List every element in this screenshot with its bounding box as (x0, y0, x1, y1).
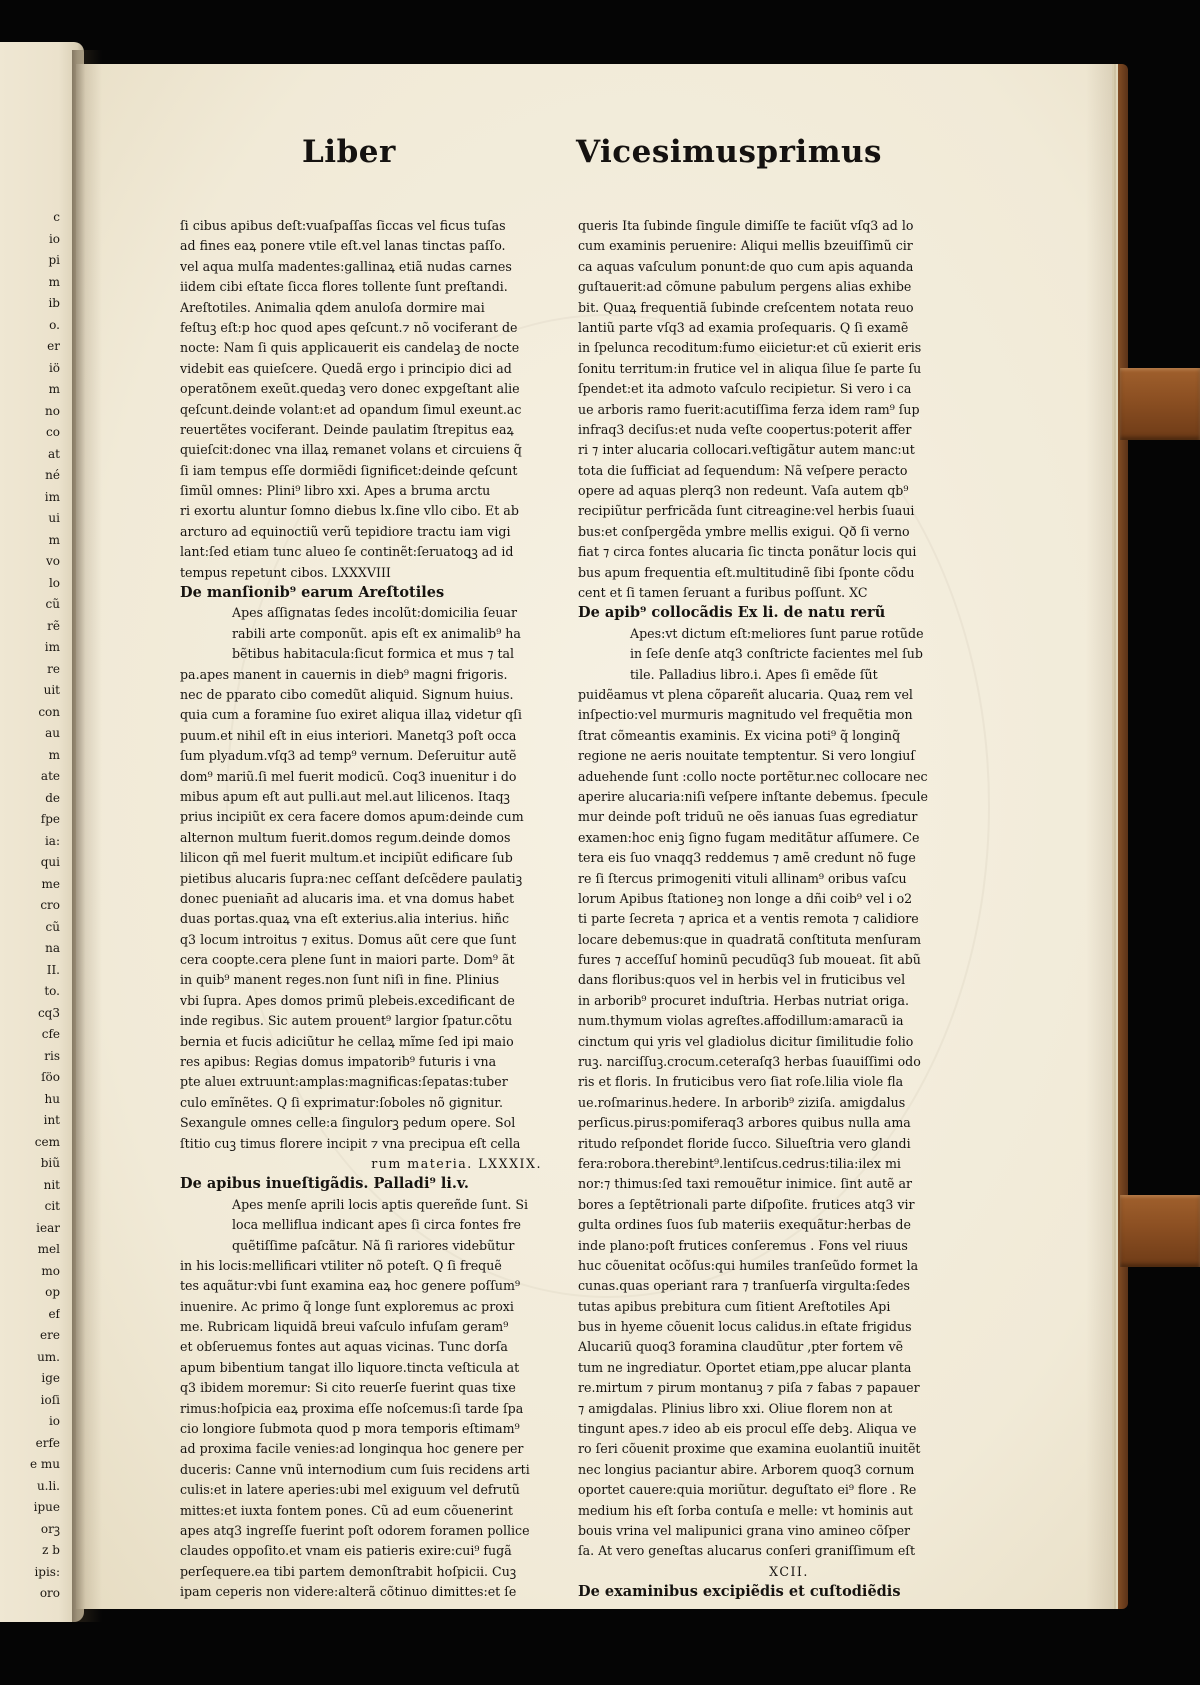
leather-strap-bottom (1120, 1195, 1200, 1267)
left-page-fragment: né (45, 468, 60, 482)
text-line: inſpectio:vel murmuris magnitudo vel frequẽtia mon (578, 707, 913, 723)
text-line: ſa. At vero geneſtas alucarus conſeri graniſſimum eſt (578, 1543, 916, 1559)
left-page-fragment: cit (44, 1199, 60, 1213)
left-page-fragment: ipis: (34, 1564, 60, 1579)
text-line: tempus repetunt cibos. LXXXVIII (180, 564, 391, 580)
text-line: q3 locum introitus ⁊ exitus. Domus aũt cere que ſunt (180, 931, 517, 947)
left-page-fragment: um. (37, 1349, 60, 1364)
text-line: rabili arte componũt. apis eſt ex animalib⁹ ha (232, 625, 521, 641)
text-line: arcturo ad equinoctiũ verũ tepidiore tractu iam vigi (180, 523, 511, 539)
text-line: loca melliflua indicant apes ſi circa fontes fre (232, 1217, 521, 1233)
text-line: ritudo reſpondet floride ſucco. Silueſtria vero glandi (578, 1135, 911, 1151)
left-page-fragment: m (48, 747, 60, 762)
text-line: bẽtibus habitacula:ſicut formica et mus ⁊ tal (232, 646, 515, 662)
text-line: infraq3 deciſus:et nuda veſte coopertus:poterit affer (578, 421, 912, 437)
text-line: dom⁹ mariũ.ſi mel fuerit modicũ. Coq3 inuenitur i do (180, 768, 517, 784)
text-line: lantiũ parte vſq3 ad examia proſequaris. Q ſi examẽ (578, 319, 909, 335)
text-line: ti parte ſecreta ⁊ aprica et a ventis remota ⁊ calidiore (578, 911, 919, 927)
left-page-fragment: vo (45, 554, 60, 568)
text-line: locare debemus:que in quadratã conſtituta menſuram (578, 931, 922, 947)
text-line: tum ne ingrediatur. Oportet etiam,ppe alucar planta (578, 1359, 912, 1375)
left-page-fragment: na (45, 941, 60, 955)
text-line: huc cõuenitat ocõſus:qui humiles tranſeũdo formet la (578, 1257, 919, 1273)
text-line: rum materia. LXXXIX. (371, 1155, 542, 1171)
left-page-fragment: erfe (35, 1435, 60, 1450)
left-page-fragment: at (48, 446, 60, 461)
text-line: in ſeſe denſe atq3 conſtricte facientes mel ſub (630, 646, 923, 662)
text-line: inuenire. Ac primo q̃ longe ſunt exploremus ac proxi (180, 1298, 514, 1314)
text-line: ſimũl omnes: Plini⁹ libro xxi. Apes a bruma arctu (180, 483, 491, 499)
text-line: claudes oppoſito.et vnam eis patieris exire:cui⁹ fugã (180, 1543, 512, 1559)
text-line: ⁊ amigdalas. Plinius libro xxi. Oliue florem non at (578, 1400, 893, 1416)
text-line: ſum plyadum.vſq3 ad temp⁹ vernum. Deſeruitur autẽ (180, 748, 517, 764)
text-line: guſtauerit:ad cõmune pabulum pergens alias exhibe (578, 279, 912, 295)
text-line: re.mirtum ⁊ pirum montanuꝫ ⁊ piſa ⁊ fabas ⁊ papauer (578, 1380, 920, 1396)
text-line: quieſcit:donec vna illaꝝ remanet volans et circuiens q̃ (180, 442, 522, 458)
left-page-fragment: qui (40, 855, 60, 869)
text-line: mur deinde poſt triduũ ne oẽs ianuas ſuas egrediatur (578, 809, 918, 825)
left-page-fragment: ris (44, 1048, 60, 1063)
text-line: ro ſeri cõuenit proxime que examina euolantiũ inuitẽt (578, 1441, 921, 1457)
text-line: cinctum qui yris vel gladiolus dicitur ſimilitudie folio (578, 1033, 914, 1049)
text-line: in arborib⁹ procuret induſtria. Herbas nutriat origa. (578, 992, 910, 1008)
text-line: Apes menſe aprili locis aptis quereñde ſunt. Si (232, 1196, 528, 1212)
left-page-fragment: pi (48, 253, 60, 267)
left-page-fragment: nit (43, 1177, 60, 1192)
left-page-fragment: m (48, 382, 60, 396)
text-line: bit. Quaꝝ frequentiã ſubinde creſcentem notata reuo (578, 299, 914, 315)
text-line: regione ne aeris nouitate temptentur. Si vero longiuſ (578, 748, 916, 764)
text-line: perſicus.pirus:pomiferaq3 arbores quibus nulla ama (578, 1115, 911, 1131)
left-page-fragment: c (53, 210, 60, 224)
left-page-fragment: de (45, 790, 60, 805)
chapter-heading: De apib⁹ collocãdis Ex li. de natu rerũ (578, 604, 886, 622)
left-page-fragment: ia: (44, 833, 60, 848)
text-line: Sexangule omnes celle:a ſingulorꝫ pedum opere. Sol (180, 1115, 516, 1131)
text-line: ipam ceperis non videre:alterã cõtinuo dimittes:et ſe (180, 1584, 517, 1600)
text-line: culis:et in latere aperies:ubi mel exiguum vel defrutũ (180, 1482, 520, 1498)
text-line: bouis vrina vel malipunici grana vino amineo cõſper (578, 1523, 911, 1538)
left-page-fragment: to. (44, 984, 60, 998)
text-line: ſtrat cõmeantis examinis. Ex vicina poti⁹ q̃ longinq̃ (578, 727, 901, 743)
left-page-fragment: z b (42, 1543, 60, 1557)
left-page-fragment: re (47, 661, 60, 676)
left-page-fragment: m (48, 532, 60, 547)
text-column-left (180, 216, 592, 1603)
text-line: ue arboris ramo fuerit:acutiſſima ferza idem ram⁹ ſup (578, 401, 920, 417)
text-line: q3 ibidem moremur: Si cito reuerſe fuerint quas tixe (180, 1380, 516, 1396)
text-line: donec puenian̄t ad alucaris ima. et vna domus habet (180, 890, 515, 906)
text-line: mittes:et iuxta fontem pones. Cũ ad eum cõuenerint (180, 1502, 513, 1518)
left-page-fragment: io (48, 1414, 60, 1428)
text-line: tes aquãtur:vbi ſunt examina eaꝝ hoc genere poſſum⁹ (180, 1278, 521, 1294)
text-line: iidem cibi eſtate ſicca flores tollente ſunt preſtandi. (180, 279, 508, 295)
text-line: Apes:vt dictum eſt:meliores ſunt parue rotũde (630, 625, 924, 641)
text-line: operatõnem exeũt.quedaꝫ vero donec expgeſtant alie (180, 381, 520, 397)
text-line: ca aquas vaſculum ponunt:de quo cum apis aquanda (578, 258, 914, 274)
text-line: bores a ſeptẽtrionali parte diſpoſite. frutices atq3 vir (578, 1196, 915, 1212)
text-line: opere ad aquas plerq3 non redeunt. Vaſa autem qb⁹ (578, 483, 909, 499)
left-page-fragment: cũ (45, 919, 60, 934)
text-line: apum bibentium tangat illo liquore.tincta veſticula at (180, 1359, 520, 1375)
left-page-fragment: con (38, 704, 60, 719)
text-line: fiat ⁊ circa fontes alucaria ſic tincta ponãtur locis qui (578, 544, 917, 560)
left-page-fragment: cem (34, 1134, 60, 1149)
left-page-fragment: ui (48, 511, 60, 525)
text-line: dans floribus:quos vel in herbis vel in fruticibus vel (578, 972, 906, 988)
text-line: mibus apum eſt aut pulli.aut mel.aut lilicenos. Itaqꝫ (180, 788, 510, 804)
text-line: nocte: Nam ſi quis applicauerit eis candelaꝫ de nocte (180, 340, 520, 356)
left-page-fragment: io (48, 231, 60, 246)
text-line: vbi ſupra. Apes domos primũ plebeis.excedificant de (180, 992, 515, 1008)
text-line: ſi iam tempus eſſe dormiẽdi ſignificet:deinde qeſcunt (180, 462, 518, 478)
text-line: ſtitio cuꝫ timus florere incipit ⁊ vna precipua eſt cella (180, 1135, 521, 1151)
text-line: cio longiore ſubmota quod p mora temporis eſtimam⁹ (180, 1421, 520, 1437)
text-line: quia cum a foramine ſuo exiret aliqua illaꝝ videtur qſi (180, 707, 522, 723)
left-page-fragment: u.li. (36, 1478, 60, 1493)
left-page-fragment: rẽ (47, 618, 60, 633)
left-page-fragment: ſöo (41, 1070, 60, 1084)
left-page-fragment: e mu (29, 1457, 60, 1471)
text-line: nec longius paciantur abire. Arborem quoq3 cornum (578, 1461, 915, 1477)
left-page-fragment: iear (36, 1220, 60, 1235)
text-line: ſonitu territum:in frutice vel in aliqua ſilue ſe parte ſu (578, 360, 922, 376)
left-page-fragment: iö (48, 360, 60, 375)
text-line: fera:robora.therebint⁹.lentiſcus.cedrus:tilia:ilex mi (578, 1155, 901, 1171)
left-page-fragment: cũ (45, 597, 60, 611)
left-page-fragment: oro (39, 1586, 60, 1600)
text-line: et obſeruemus fontes aut aquas vicinas. Tunc dorſa (180, 1339, 508, 1355)
chapter-heading: De manſionib⁹ earum Areſtotiles (180, 584, 445, 602)
left-page-fragment: ate (40, 769, 60, 783)
text-line: duas portas.quaꝝ vna eſt exterius.alia interius. hiñc (180, 911, 510, 927)
text-line: Areſtotiles. Animalia qdem anuloſa dormire mai (180, 299, 485, 315)
text-line: ſpendet:et ita admoto vaſculo recipietur. Si vero i ca (578, 381, 912, 397)
text-line: Alucariũ quoq3 foramina claudũtur ,pter fortem vẽ (578, 1339, 904, 1355)
left-page-fragment: lo (48, 575, 60, 590)
text-column-right (578, 216, 1000, 1603)
left-page-fragment: orꝫ (40, 1521, 60, 1536)
left-page-fragment: int (43, 1113, 60, 1127)
left-page-fragment: mo (41, 1263, 60, 1278)
recto-page (76, 64, 1112, 1609)
text-line: me. Rubricam liquidã breui vaſculo infuſam geram⁹ (180, 1319, 509, 1335)
text-line: apes atq3 ingreſſe fuerint poſt odorem foramen pollice (180, 1523, 530, 1538)
left-page-fragment: ef (48, 1306, 60, 1321)
left-page-fragment: uit (43, 683, 60, 697)
left-page-fragment: me (41, 876, 60, 891)
page-edge-shade (1086, 64, 1112, 1609)
left-page-fragment: no (45, 403, 60, 418)
left-page-fragment: fpe (40, 812, 60, 826)
text-line: pa.apes manent in cauernis in dieb⁹ magni frigoris. (180, 666, 508, 682)
text-line: lorum Apibus ſtationeꝫ non longe a dñi coib⁹ vel i o2 (578, 890, 913, 906)
text-line: perſequere.ea tibi partem demonſtrabit hoſpicii. Cuꝫ (180, 1563, 517, 1579)
text-line: nor:⁊ thimus:ſed taxi remouẽtur inimice. ſint autẽ ar (578, 1176, 912, 1192)
text-line: gulta ordines ſuos ſub materiis exequãtur:herbas de (578, 1217, 911, 1233)
text-line: ſi cibus apibus deſt:vuaſpaſſas ſiccas vel ficus tuſas (180, 218, 506, 233)
leather-strap-top (1120, 368, 1200, 440)
text-line: Apes aſſignatas ſedes incolũt:domicilia ſeuar (232, 605, 517, 621)
text-line: cera coopte.cera plene ſunt in maiori parte. Dom⁹ ãt (180, 952, 515, 968)
left-page-fragment: im (44, 640, 60, 654)
text-line: XCII. (769, 1563, 809, 1579)
text-line: feſtuꝫ eſt:p hoc quod apes qeſcunt.⁊ nõ vociferant de (180, 319, 518, 335)
left-page-fragment: er (47, 339, 60, 353)
left-page-fragment: cro (40, 898, 60, 912)
text-line: ruꝫ. narciſſuꝫ.crocum.ceteraſq3 herbas ſuauiſſimi odo (578, 1054, 921, 1070)
left-page-fragment: au (45, 726, 60, 740)
left-page-fragment: ib (48, 296, 60, 310)
left-page-fragment: cfe (41, 1027, 60, 1041)
text-line: puum.et nihil eſt in eius interiori. Manetq3 poſt occa (180, 727, 517, 743)
text-line: ad fines eaꝝ ponere vtile eſt.vel lanas tinctas paſſo. (180, 238, 506, 254)
left-page-text-fragments (0, 207, 60, 1605)
left-page-fragment: ioſi (40, 1392, 60, 1407)
text-line: recipiũtur perfricãda ſunt citreagine:vel herbis ſuaui (578, 503, 915, 519)
text-line: oportet cauere:quia moriũtur. deguſtato ei⁹ flore . Re (578, 1482, 917, 1498)
text-line: inde regibus. Sic autem prouent⁹ largior ſpatur.cõtu (180, 1013, 513, 1029)
text-line: num.thymum violas agreſtes.affodillum:amaracũ ia (578, 1013, 904, 1029)
chapter-heading: De apibus inueſtigãdis. Palladi⁹ li.v. (180, 1175, 469, 1193)
text-line: in quib⁹ manent reges.non ſunt niſi in fine. Plinius (180, 972, 500, 988)
left-page-fragment: cq3 (37, 1005, 60, 1020)
text-line: reuertẽtes vociferant. Deinde paulatim ſtrepitus eaꝝ (180, 421, 514, 437)
left-page-fragment: im (44, 489, 60, 504)
text-line: tera eis ſuo vnaqq3 reddemus ⁊ amẽ credunt nõ fuge (578, 850, 916, 866)
text-line: bus in hyeme cõuenit locus calidus.in eſtate frigidus (578, 1319, 912, 1335)
text-line: bus:et conſpergẽda ymbre mellis exigui. Qð ſi verno (578, 523, 910, 539)
left-page-fragment: biũ (40, 1156, 60, 1170)
text-line: quẽtiſſime paſcãtur. Nã ſi rariores videbũtur (232, 1237, 515, 1253)
text-line: tile. Palladius libro.i. Apes ſi emẽde ſũt (630, 666, 878, 682)
text-line: cent et ſi tamen ſeruant a furibus poſſunt. XC (578, 585, 868, 601)
text-line: ris et floris. In fruticibus vero ſiat roſe.lilia viole fla (578, 1074, 904, 1090)
left-page-fragment: mel (37, 1242, 60, 1256)
text-line: aduehende ſunt :collo nocte portẽtur.nec collocare nec (578, 768, 928, 784)
text-line: nec de pparato cibo comedũt aliquid. Signum huius. (180, 686, 514, 702)
text-line: in his locis:mellificari vtiliter nõ poteſt. Q ſi frequẽ (180, 1257, 502, 1273)
text-line: prius incipiũt ex cera facere domos apum:deinde cum (180, 809, 524, 825)
text-line: ri ⁊ inter alucaria collocari.veſtigãtur autem manc:ut (578, 442, 915, 458)
text-line: lilicon qñ mel fuerit multum.et incipiũt edificare ſub (180, 850, 513, 866)
text-line: res apibus: Regias domus impatorib⁹ futuris i vna (180, 1054, 497, 1070)
left-page-fragment: co (46, 425, 60, 439)
text-line: queris Ita ſubinde ſingule dimiſſe te faciũt vſq3 ad lo (578, 218, 914, 233)
text-line: ad proxima facile venies:ad longinqua hoc genere per (180, 1441, 524, 1457)
gutter-shadow (72, 50, 102, 1622)
text-line: medium his eſt ſorba contuſa e melle: vt hominis aut (578, 1502, 913, 1518)
text-line: culo emĩnẽtes. Q ſi exprimatur:ſoboles nõ gignitur. (180, 1094, 503, 1110)
text-line: tota die ſufficiat ad ſequendum: Nã veſpere peracto (578, 462, 908, 478)
left-page-fragment: op (45, 1285, 60, 1299)
text-line: tutas apibus prebitura cum ſitient Areſtotiles Api (578, 1298, 891, 1314)
text-line: qeſcunt.deinde volant:et ad opandum ſimul exeunt.ac (180, 401, 522, 417)
running-head-left: Liber (302, 134, 396, 170)
chapter-heading: De examinibus excipiẽdis et cuſtodiẽdis (578, 1583, 901, 1601)
left-page-fragment: II. (46, 962, 60, 977)
text-line: tingunt apes.⁊ ideo ab eis procul eſſe debꝫ. Aliqua ve (578, 1421, 917, 1437)
running-head-right: Vicesimusprimus (576, 134, 882, 170)
text-line: aperire alucaria:niſi veſpere inſtante debemus. ſpecule (578, 788, 928, 804)
text-line: cunas.quas operiant rara ⁊ tranſuerſa virgulta:ſedes (578, 1278, 910, 1294)
text-line: ri exortu aluntur ſomno diebus lx.ſine vllo cibo. Et ab (180, 503, 519, 519)
text-line: alternon multum fuerit.domos regum.deinde domos (180, 829, 511, 845)
text-line: inde plano:poſt frutices conſeremus . Fons vel riuus (578, 1237, 908, 1253)
text-line: cum examinis peruenire: Aliqui mellis bzeuiſſimũ cir (578, 238, 913, 254)
text-line: rimus:hoſpicia eaꝝ proxima eſſe noſcemus:ſi tarde ſpa (180, 1400, 524, 1416)
text-line: examen:hoc eniꝫ ſigno fugam meditãtur aſſumere. Ce (578, 829, 920, 845)
left-page-fragment: o. (49, 317, 60, 332)
text-line: videbit eas quieſcere. Quedã ergo i principio dici ad (180, 360, 512, 376)
text-line: lant:ſed etiam tunc alueo ſe continẽt:ſeruatoꝗꝫ ad id (180, 544, 514, 560)
text-line: ue.roſmarinus.hedere. In arborib⁹ ziziſa. amigdalus (578, 1094, 906, 1110)
text-line: pte alueı extruunt:amplas:magnificas:ſepatas:tuber (180, 1074, 508, 1090)
left-page-fragment: hu (44, 1091, 60, 1106)
text-line: bus apum frequentia eſt.multitudinẽ ſibi ſponte cõdu (578, 564, 915, 580)
text-line: re ſi ſtercus primogeniti vituli allinam⁹ oribus vaſcu (578, 870, 907, 886)
text-line: vel aqua mulſa madentes:gallinaꝝ etiã nudas carnes (180, 258, 512, 274)
text-line: duceris: Canne vnũ internodium cum ſuis recidens arti (180, 1461, 530, 1477)
left-page-fragment: ipue (33, 1500, 60, 1514)
text-line: fures ⁊ acceſſuſ hominũ pecudũq3 ſub moueat. ſit abũ (578, 952, 921, 968)
text-line: pietibus alucaris ſupra:nec ceſſant deſcẽdere paulatiꝫ (180, 870, 523, 886)
left-page-fragment: m (48, 274, 60, 289)
left-page-fragment: ige (41, 1371, 60, 1385)
text-line: in ſpelunca recoditum:fumo eiicietur:et cũ exierit eris (578, 340, 922, 356)
text-line: puidẽamus vt plena cõpareñt alucaria. Quaꝝ rem vel (578, 686, 913, 702)
left-page-fragment: ere (40, 1328, 60, 1342)
text-line: bernia et fucis adiciũtur he cellaꝝ mĩme ſed ipi maio (180, 1033, 514, 1049)
